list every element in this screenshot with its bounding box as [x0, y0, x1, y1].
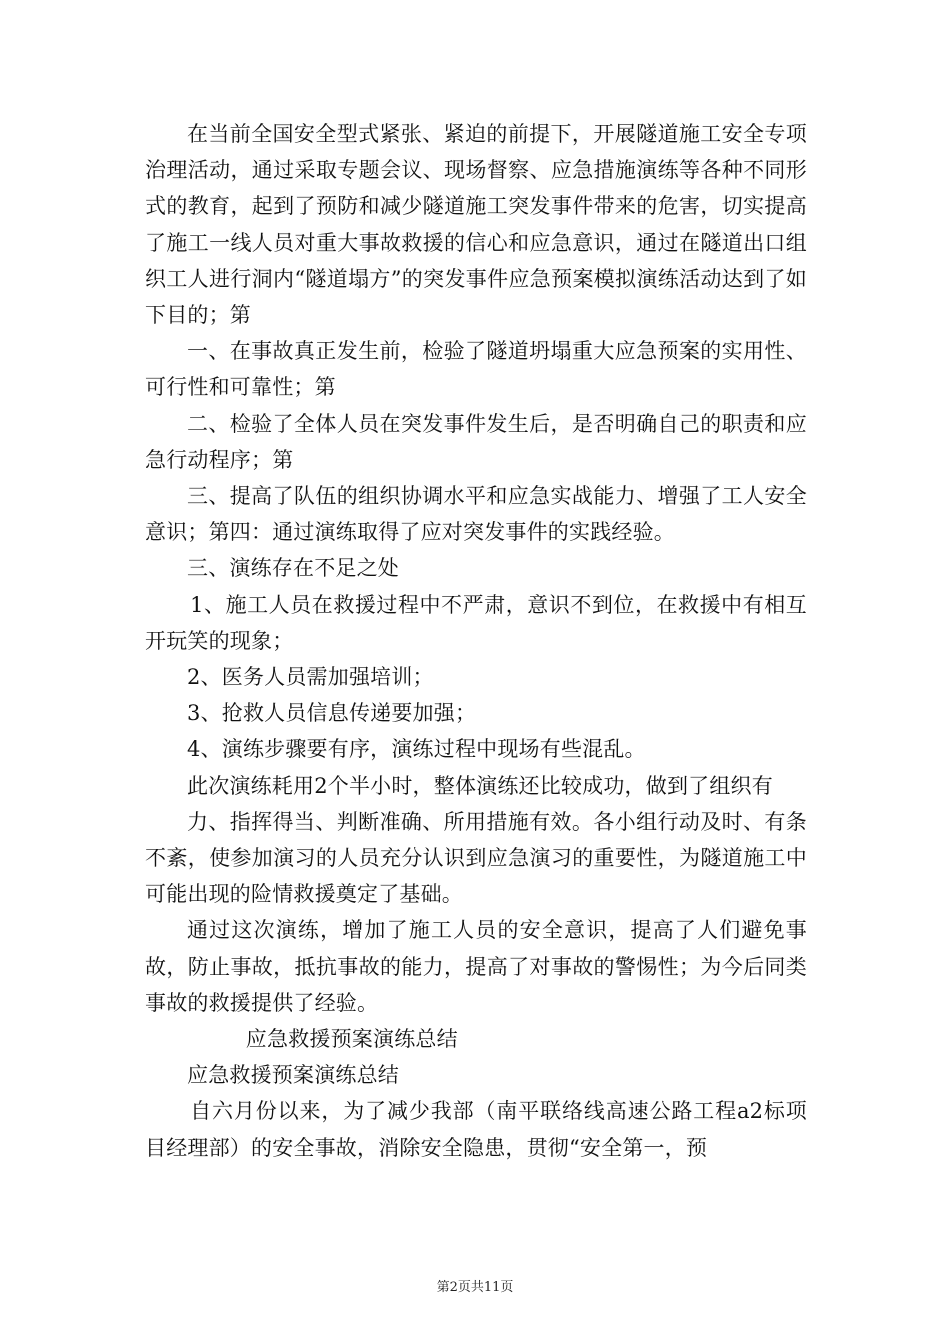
paragraph-drill-duration: 此次演练耗用2个半小时，整体演练还比较成功，做到了组织有 [187, 773, 773, 798]
paragraph-drill-conclusion: 通过这次演练，增加了施工人员的安全意识，提高了人们避免事故，防止事故，抵抗事故的能力，提高了对事故的警惕性；为今后同类事故的救援提供了经验。 [145, 918, 807, 1015]
paragraph-purpose-2: 二、检验了全体人员在突发事件发生后，是否明确自己的职责和应急行动程序；第 [145, 411, 807, 472]
list-item-shortcoming-3: 3、抢救人员信息传递要加强； [187, 701, 477, 726]
paragraph-purpose-1: 一、在事故真正发生前，检验了隧道坍塌重大应急预案的实用性、可行性和可靠性；第 [145, 339, 807, 400]
list-item-shortcoming-2: 2、医务人员需加强培训； [187, 665, 434, 690]
list-item-shortcoming-4: 4、演练步骤要有序，演练过程中现场有些混乱。 [187, 737, 646, 762]
section-heading-shortcomings: 三、演练存在不足之处 [187, 556, 399, 581]
page-number-footer: 第2页共11页 [436, 1280, 514, 1295]
document-body [145, 116, 807, 1166]
list-item-shortcoming-1: 1、施工人员在救援过程中不严肃，意识不到位，在救援中有相互开玩笑的现象； [145, 592, 807, 653]
paragraph-new-section-intro: 自六月份以来，为了减少我部（南平联络线高速公路工程a2标项目经理部）的安全事故，消除安全隐患，贯彻“安全第一，预 [145, 1099, 807, 1160]
paragraph-drill-evaluation: 力、指挥得当、判断准确、所用措施有效。各小组行动及时、有条不紊，使参加演习的人员充分认识到应急演习的重要性，为隧道施工中可能出现的险情救援奠定了基础。 [145, 809, 807, 907]
paragraph-purpose-3: 三、提高了队伍的组织协调水平和应急实战能力、增强了工人安全意识；第四：通过演练取得了应对突发事件的实践经验。 [145, 484, 807, 545]
paragraph-intro: 在当前全国安全型式紧张、紧迫的前提下，开展隧道施工安全专项治理活动，通过采取专题会议、现场督察、应急措施演练等各种不同形式的教育，起到了预防和减少隧道施工突发事件带来的危害，切实提高了施工一线人员对重大事故救援的信心和应急意识，通过在隧道出口组织工人进行洞内“隧道塌方”的突发事件应急预案模拟演练活动达到了如下目的；第 [145, 122, 807, 328]
section-title: 应急救援预案演练总结 [245, 1027, 458, 1052]
section-subtitle: 应急救援预案演练总结 [187, 1063, 399, 1088]
